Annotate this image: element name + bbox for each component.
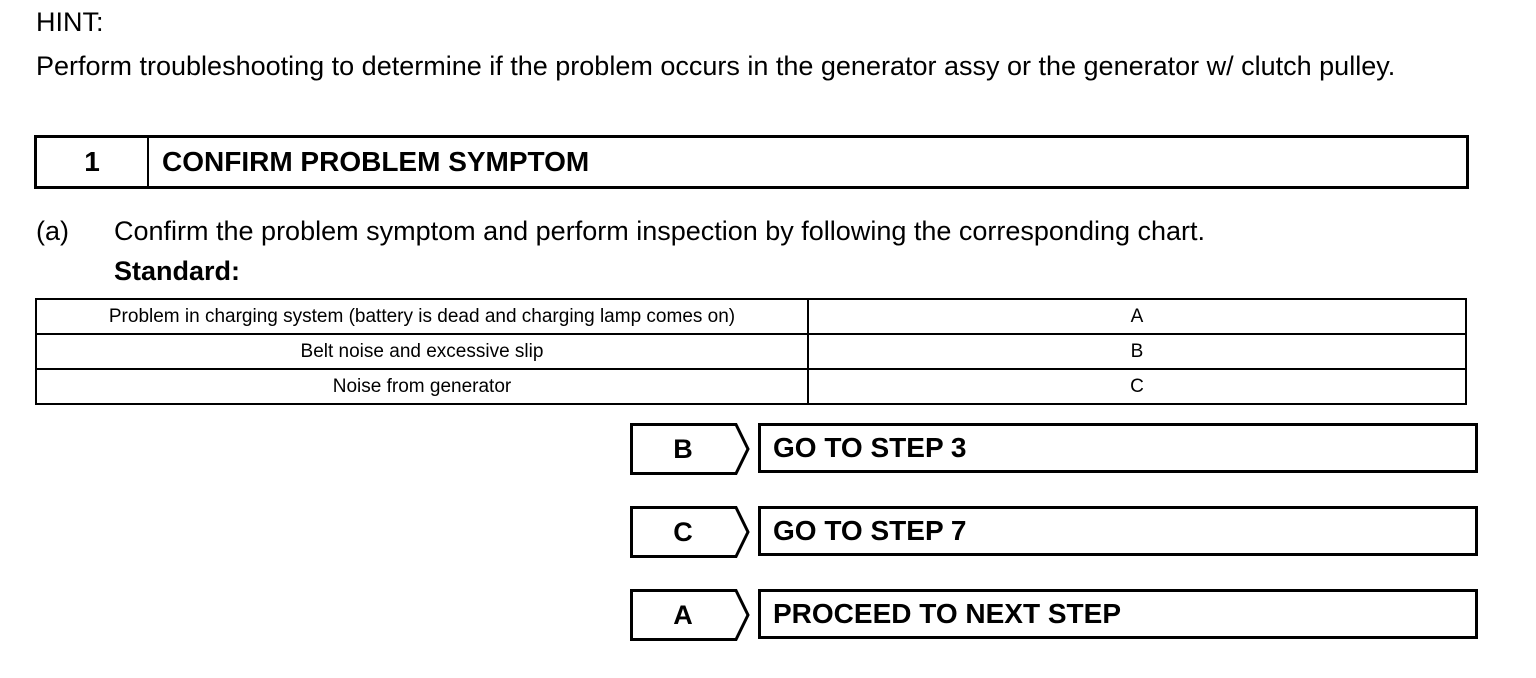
standard-table [35,298,1467,405]
branch-action-proceed-to-next-step[interactable]: PROCEED TO NEXT STEP [758,589,1478,639]
branch-letter: C [673,517,693,547]
branch-letter: B [673,434,693,464]
table-cell-condition: Belt noise and excessive slip [36,334,808,369]
step-header [34,135,1469,189]
step-number: 1 [37,138,149,186]
table-row [36,369,1466,404]
branch-button-a[interactable] [630,589,750,641]
table-cell-condition: Noise from generator [36,369,808,404]
table-cell-result: B [808,334,1466,369]
branch-letter: A [673,600,693,630]
step-title: CONFIRM PROBLEM SYMPTOM [162,146,590,177]
hint-text: Perform troubleshooting to determine if the problem occurs in the generator assy or the generator w/ clutch pulley. [36,51,1396,81]
table-row [36,299,1466,334]
substep-text: Confirm the problem symptom and perform inspection by following the corresponding chart. [114,216,1206,246]
table-row [36,334,1466,369]
branch-action-go-to-step-3[interactable]: GO TO STEP 3 [758,423,1478,473]
table-cell-result: C [808,369,1466,404]
table-cell-condition: Problem in charging system (battery is dead and charging lamp comes on) [36,299,808,334]
branch-button-c[interactable] [630,506,750,558]
branch-button-b[interactable] [630,423,750,475]
standard-label: Standard: [114,256,241,286]
branch-action-go-to-step-7[interactable]: GO TO STEP 7 [758,506,1478,556]
hint-label: HINT: [36,7,104,37]
substep-label: (a) [36,216,69,246]
table-cell-result: A [808,299,1466,334]
